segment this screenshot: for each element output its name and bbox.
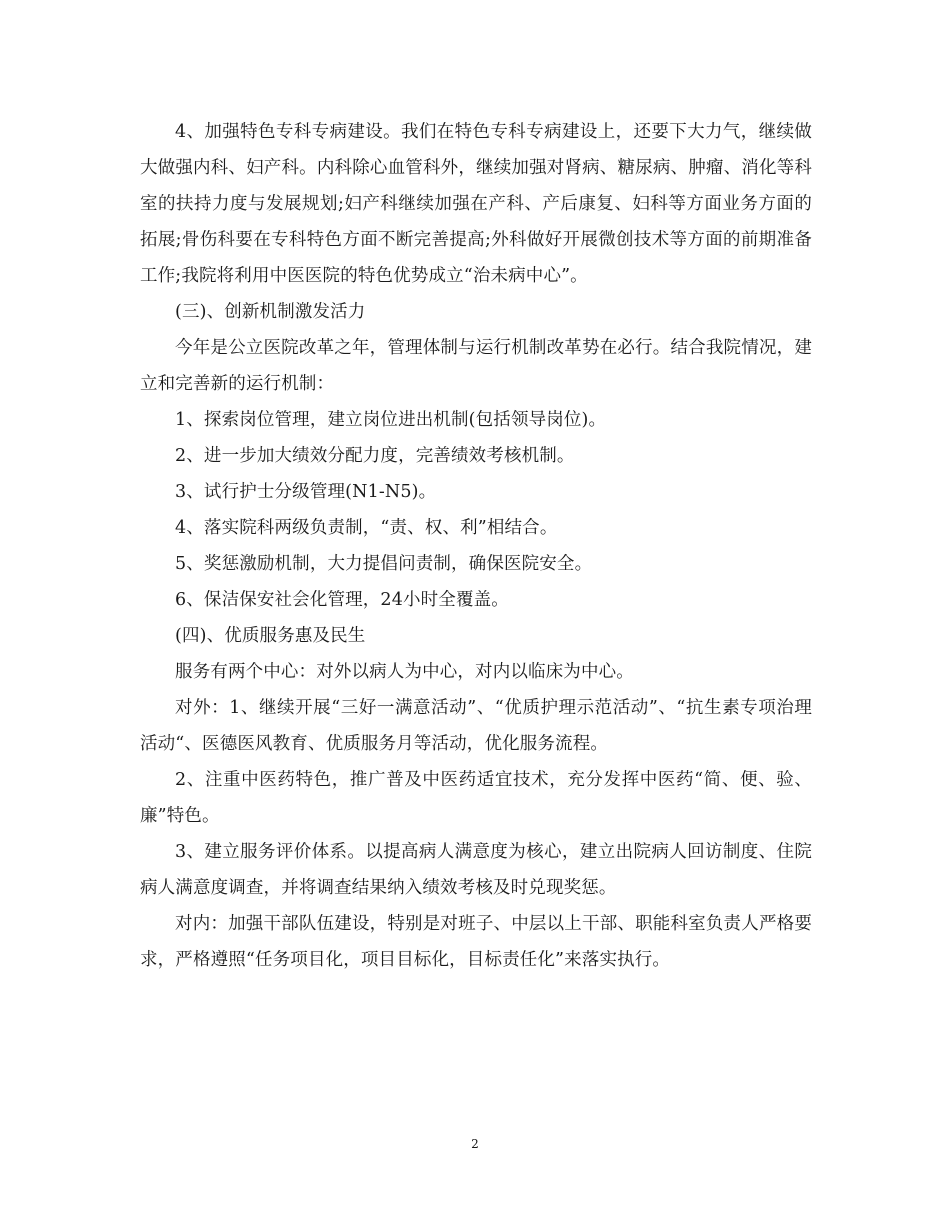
list-item-nurse-grading: 3、试行护士分级管理(N1-N5)。	[175, 482, 437, 502]
list-item-post-management: 1、探索岗位管理，建立岗位进出机制(包括领导岗位)。	[175, 410, 607, 430]
list-item-responsibility-system: 4、落实院科两级负责制，“责、权、利”相结合。	[175, 518, 558, 538]
paragraph-internal-cadres: 对内：加强干部队伍建设，特别是对班子、中层以上干部、职能科室负责人严格要求，严格遵照“任务项目化，项目目标化，目标责任化”来落实执行。	[140, 914, 812, 970]
list-item-incentive-mechanism: 5、奖惩激励机制，大力提倡问责制，确保医院安全。	[175, 554, 593, 574]
list-item-cleaning-security: 6、保洁保安社会化管理，24小时全覆盖。	[175, 590, 509, 610]
page-number: 2	[471, 1137, 479, 1151]
document-body	[140, 114, 812, 978]
list-item-performance: 2、进一步加大绩效分配力度，完善绩效考核机制。	[175, 446, 575, 466]
paragraph-two-centers: 服务有两个中心：对外以病人为中心，对内以临床为中心。	[175, 662, 634, 682]
paragraph-evaluation-system: 3、建立服务评价体系。以提高病人满意度为核心，建立出院病人回访制度、住院病人满意度调查，并将调查结果纳入绩效考核及时兑现奖惩。	[140, 842, 812, 898]
paragraph-reform-intro: 今年是公立医院改革之年，管理体制与运行机制改革势在必行。结合我院情况，建立和完善新的运行机制：	[140, 338, 812, 394]
paragraph-specialty-construction: 4、加强特色专科专病建设。我们在特色专科专病建设上，还要下大力气，继续做大做强内科、妇产科。内科除心血管科外，继续加强对肾病、糖尿病、肿瘤、消化等科室的扶持力度与发展规划;妇产科继续加强在产科、产后康复、妇科等方面业务方面的拓展;骨伤科要在专科特色方面不断完善提高;外科做好开展微创技术等方面的前期准备工作;我院将利用中医医院的特色优势成立“治未病中心”。	[140, 122, 812, 286]
paragraph-external-activities: 对外：1、继续开展“三好一满意活动”、“优质护理示范活动”、“抗生素专项治理活动“、医德医风教育、优质服务月等活动，优化服务流程。	[140, 698, 812, 754]
section-heading-quality-service: (四)、优质服务惠及民生	[175, 626, 366, 646]
paragraph-tcm-features: 2、注重中医药特色，推广普及中医药适宜技术，充分发挥中医药“简、便、验、廉”特色。	[140, 770, 812, 826]
section-heading-innovation-mechanism: (三)、创新机制激发活力	[175, 302, 366, 322]
